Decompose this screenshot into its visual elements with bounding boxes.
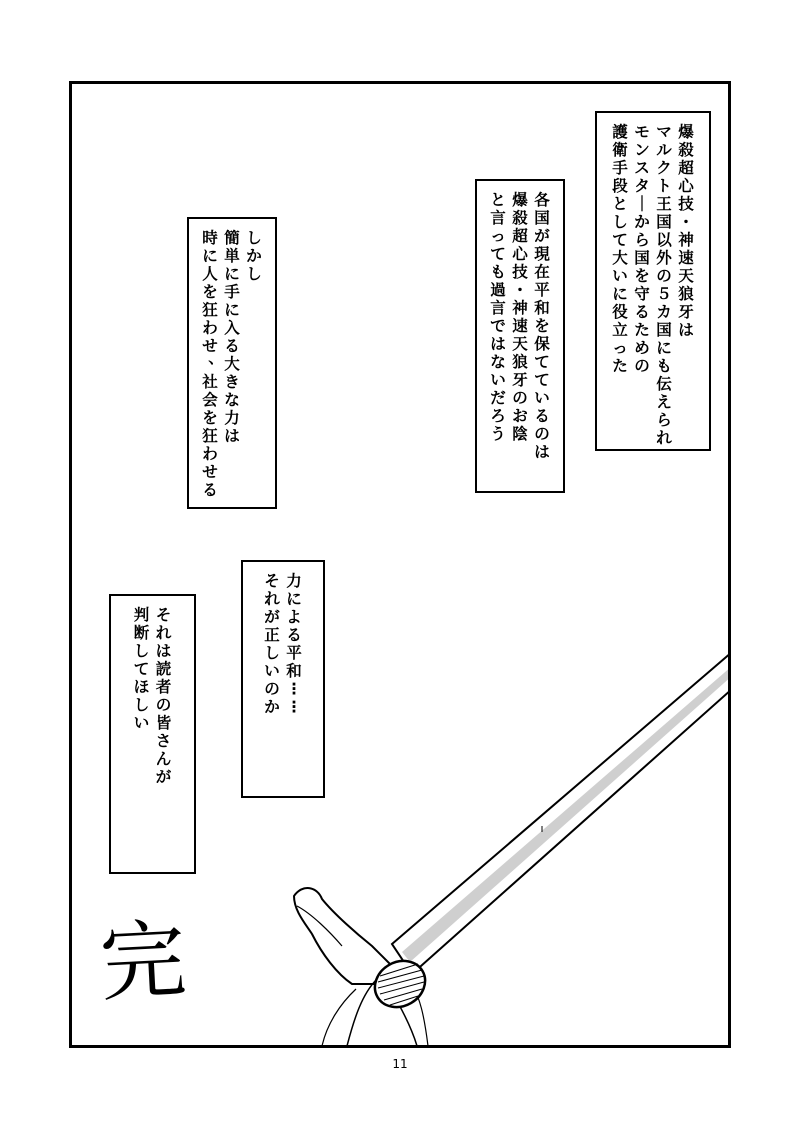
caption-box-4: [241, 560, 325, 798]
caption-box-3: [187, 217, 277, 509]
caption-line: 時 に 人 を 狂 わ せ 、 社 会 を 狂 わ せ る: [202, 229, 224, 499]
caption-box-2: [475, 179, 565, 493]
caption-line: モ ン ス タ ｜ か ら 国 を 守 る た め の: [634, 123, 650, 375]
caption-line: と 言 っ て も 過 言 で は な い だ ろ う: [490, 191, 506, 443]
manga-panel: [69, 81, 731, 1048]
page-number: 11: [392, 1057, 408, 1071]
caption-line: そ れ が 正 し い の か: [264, 572, 280, 716]
caption-box-5: [109, 594, 196, 874]
caption-box-1: [595, 111, 711, 451]
caption-line: 爆 殺 超 心 技 ・ 神 速 天 狼 牙 の お 陰: [512, 191, 528, 443]
caption-line: 爆 殺 超 心 技 ・ 神 速 天 狼 牙 は: [678, 123, 694, 339]
caption-line: 簡 単 に 手 に 入 る 大 き な 力 は: [224, 229, 240, 445]
end-mark: 完: [97, 909, 189, 1015]
caption-line: 判 断 し て ほ し い: [133, 606, 150, 732]
caption-line: そ れ は 読 者 の 皆 さ ん が: [155, 606, 172, 786]
caption-line: 力 に よ る 平 和 ⋮ ⋮: [286, 572, 302, 716]
caption-line: 各 国 が 現 在 平 和 を 保 て て い る の は: [534, 191, 550, 461]
caption-line: 護 衛 手 段 と し て 大 い に 役 立 っ た: [612, 123, 628, 375]
caption-line: し か し: [246, 229, 262, 283]
caption-line: マ ル ク ト 王 国 以 外 の ５ カ 国 に も 伝 え ら れ: [656, 123, 672, 447]
